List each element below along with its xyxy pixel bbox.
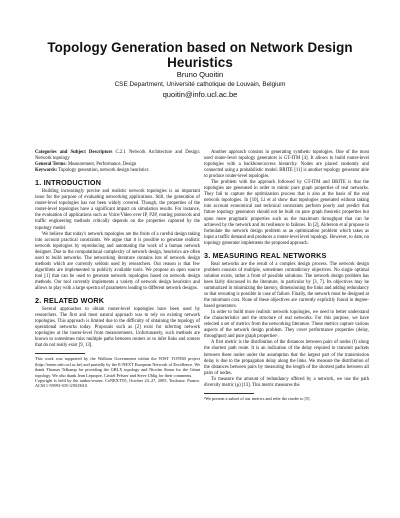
measuring-paragraph-2: In order to build more realistic network topologies, we need to better understand the characteristics and the structure of real networks. For this purpose, we have selected a set of metrics from the networking literature. These metrics capture various aspects of the network design problem. They cover performance properties (delay, throughput) and pure graph properties¹. xyxy=(204,310,369,340)
intro-paragraph-2: We believe that today's network topologies are the fruits of a careful design taking into account practical constraints. We argue that it is possible to generate realistic network topologies by reproducing and automating the work of a human network designer. Due to the computational complexity of network design, heuristics are often used to build networks. The networking literature contains lots of network design methods which are currently seldom used by researchers. Our reason is that few algorithms are implemented in publicly available tools. We propose an open source tool [1] that can be used to generate network topologies based on network design methods. Our tool currently implements a variety of network design heuristics and allows to play with a large spectra of parameters leading to different network designs. xyxy=(35,231,200,291)
intro-paragraph-1: Building increasingly precise and realistic network topologies is an important issue for the purpose of evaluating networking applications. Still, the generation of router-level topologies has not been widely covered. Though, the properties of the router-level topologies have a significant impact on simulation results. For instance, the evaluation of applications such as Voice/Video over IP, P2P, routing protocols and traffic engineering methods critically depends on the properties captured by the topology model. xyxy=(35,189,200,231)
author-name: Bruno Quoitin xyxy=(176,70,224,79)
right-column xyxy=(204,150,369,401)
general-terms-text: Measurement, Performance, Design xyxy=(67,162,137,168)
section-heading-related-work: 2. RELATED WORK xyxy=(35,296,105,306)
author-email: quoitin@info.ucl.ac.be xyxy=(162,90,238,99)
paper-title: Topology Generation based on Network Design Heuristics xyxy=(47,40,353,70)
keywords-label: Keywords: xyxy=(35,168,58,174)
left-column xyxy=(35,150,200,389)
categories-text: C.2.1 Network Architecture and Design: Network topology xyxy=(35,150,201,162)
footnote-metrics: ¹We present a subset of our metrics and refer the reader to [5]. xyxy=(204,395,311,401)
footnote-rule-right xyxy=(204,393,254,394)
footnote-rule xyxy=(35,353,85,354)
categories-label: Categories and Subject Descriptors xyxy=(35,150,113,155)
meta-block xyxy=(35,150,200,174)
general-terms-label: General Terms: xyxy=(35,162,67,168)
author-affiliation: CSE Department, Université catholique de Louvain, Belgium xyxy=(114,81,286,88)
measuring-paragraph-4: To measure the amount of redundancy offered by a network, we use the path diversity metric (ρ) [13]. This metric measures the xyxy=(204,376,369,388)
measuring-paragraph-1: Real networks are the result of a complex design process. The network design problem consists of multiple, sometimes contradictory objectives. No single optimal solution exists, rather a front of possible solutions. The network design problem has been fairly discussed in the literature, in particular by [3, 7]. Its objectives may be summarized in minimizing the latency, dimensioning the links and adding redundancy so that rerouting is possible in case of failure. Finally, the network must be designed at the minimum cost. None of these objectives are currently explicitly found in degree-based generators. xyxy=(204,261,369,310)
related-work-paragraph-3: The problem with the approach followed by GT-ITM and BRITE is that the topologies are generated in order to mimic pure graph properties of real networks. They fail to capture the optimization process that is also at the basis of the real network topologies. In [10], Li et al show that topologies generated without taking into account economical and technical constraints perform poorly and predict that future topology generators should not be built on pure graph theoretic properties but upon more pragmatic properties such as the maximum throughput that can be achieved by the network and its resilience to failures. In [2], Alderson et al propose to formulate the network design problem as an optimization problem which takes as input a traffic demand and produces a router-level level topology. However, to date, no topology generator implements the proposed approach. xyxy=(204,180,369,246)
author-block xyxy=(20,70,380,101)
footnote-acknowledgement: This work was supported by the Walloon Government within the WIST TOTEM project (http://totem.info.ucl.ac.be) and partially by the E-NEXT European Network of Excellence. We thank Thomas Telkamp for providing the GBLX topology and Nicolas Simar for the Géant topology. We also thank Jean Lepropre, Cristel Pelsser and Steve Uhlig for their comments. xyxy=(35,356,200,378)
keywords-text: Topology generation, network design heuristics xyxy=(58,168,149,174)
section-heading-introduction: 1. INTRODUCTION xyxy=(35,178,102,188)
related-work-paragraph-2: Another approach consists in generating synthetic topologies. One of the most used router-level topology generators is GT-ITM [4]. It allows to build router-level topologies with a backbone/access hierarchy. Nodes are placed randomly and connected using a probabilistic model. BRITE [11] is another topology generator able to produce router-level topologies. xyxy=(204,150,369,180)
measuring-paragraph-3: A first metric is the distribution of the distances between pairs of nodes (f) along the shortest path route. It is an indication of the delay required to transmit packets between these nodes under the assumption that the largest part of the transmission delay is due to the propagation delay along the links. We measure the distribution of the distances between pairs by measuring the length of the shortest paths between all pairs of nodes. xyxy=(204,340,369,376)
copyright-notice: Copyright is held by the author/owner. CoNEXT'05, October 24–27, 2005, Toulouse, France. ACM 1-59593-035-3/05/0010. xyxy=(35,378,200,389)
related-work-paragraph-1: Several approaches to obtain router-level topologies have been used by researchers. The first and most natural approach was to rely on existing network topologies. This approach is limited due to the difficulty of obtaining the topology of operational networks today. Proposals such as [2] exist for inferring network topologies at the router-level from measurements. Unfortunately, such methods are known to sometimes miss multiple paths between routers or to infer links and routers that do not really exist [9, 13]. xyxy=(35,307,200,349)
section-heading-measuring: 3. MEASURING REAL NETWORKS xyxy=(204,250,327,260)
